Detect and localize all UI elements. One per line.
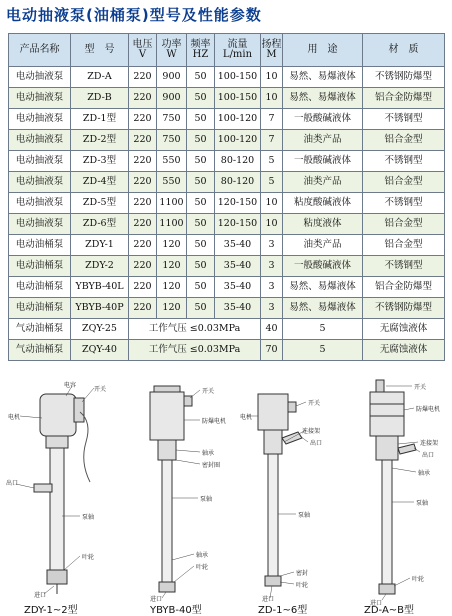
table-cell: 10: [261, 193, 283, 214]
table-cell: 120-150: [215, 214, 261, 235]
table-cell: 80-120: [215, 172, 261, 193]
table-cell: 220: [129, 109, 157, 130]
table-cell: 电动油桶泵: [9, 256, 71, 277]
table-cell: 50: [187, 130, 215, 151]
table-cell: 220: [129, 214, 157, 235]
table-cell: 电动抽液泵: [9, 130, 71, 151]
table-cell: 电动抽液泵: [9, 88, 71, 109]
diagram-area: [0, 372, 452, 616]
table-cell: 220: [129, 172, 157, 193]
table-cell: 80-120: [215, 151, 261, 172]
table-cell: 100-150: [215, 88, 261, 109]
table-cell: 50: [187, 277, 215, 298]
table-header-row: [9, 34, 445, 67]
column-header: 流量 L/min: [215, 34, 261, 67]
table-cell: ZD-A: [71, 67, 129, 88]
table-cell: 5: [283, 340, 363, 361]
table-cell: 电动油桶泵: [9, 298, 71, 319]
label-pump-shaft: 泵轴: [416, 500, 429, 507]
table-cell: ZQY-40: [71, 340, 129, 361]
table-cell: 电动油桶泵: [9, 277, 71, 298]
table-cell: 70: [261, 340, 283, 361]
table-cell: 不锈钢型: [363, 109, 445, 130]
table-cell: 220: [129, 130, 157, 151]
label-outlet: 出口: [6, 480, 19, 487]
table-cell: 电动抽液泵: [9, 214, 71, 235]
table-cell: 无腐蚀液体: [363, 340, 445, 361]
table-cell: 易然、易爆液体: [283, 67, 363, 88]
table-cell: 不锈钢防爆型: [363, 298, 445, 319]
table-cell: 易然、易爆液体: [283, 298, 363, 319]
table-cell: 900: [157, 88, 187, 109]
table-cell: 120: [157, 256, 187, 277]
table-row: [9, 67, 445, 88]
table-cell: 一般酸碱液体: [283, 256, 363, 277]
ybyb-pump-drawing: [128, 372, 232, 604]
table-cell: 电动抽液泵: [9, 193, 71, 214]
table-cell: 35-40: [215, 298, 261, 319]
table-cell: 220: [129, 151, 157, 172]
label-outlet: 出口: [422, 452, 435, 459]
table-cell: 40: [261, 319, 283, 340]
figure-caption: ZD-A~B型: [364, 605, 415, 616]
table-cell: 易然、易爆液体: [283, 277, 363, 298]
label-inlet: 进口: [150, 596, 163, 603]
table-cell: 无腐蚀液体: [363, 319, 445, 340]
table-cell: 铝合金型: [363, 172, 445, 193]
table-cell: 220: [129, 67, 157, 88]
table-cell: 100-120: [215, 109, 261, 130]
column-header: 频率 HZ: [187, 34, 215, 67]
table-cell: 铝合金防爆型: [363, 88, 445, 109]
label-impeller: 叶轮: [296, 582, 309, 589]
table-cell: 35-40: [215, 256, 261, 277]
table-cell: 35-40: [215, 235, 261, 256]
table-cell: 750: [157, 130, 187, 151]
figure-caption: ZD-1~6型: [258, 605, 308, 616]
table-cell: 3: [261, 235, 283, 256]
table-cell: 10: [261, 88, 283, 109]
table-cell: 5: [261, 151, 283, 172]
table-cell: 3: [261, 298, 283, 319]
label-impeller: 叶轮: [412, 576, 425, 583]
table-cell: 750: [157, 109, 187, 130]
label-explosion-proof-motor: 防爆电机: [202, 418, 227, 425]
table-cell: 一般酸碱液体: [283, 151, 363, 172]
table-cell: 900: [157, 67, 187, 88]
table-cell: 电动抽液泵: [9, 172, 71, 193]
table-cell: 粘度液体: [283, 214, 363, 235]
table-cell: 不锈钢型: [363, 256, 445, 277]
label-switch: 开关: [414, 384, 427, 391]
table-cell: 220: [129, 88, 157, 109]
table-row: [9, 235, 445, 256]
table-cell: YBYB-40L: [71, 277, 129, 298]
figure-caption: ZDY-1~2型: [24, 605, 78, 616]
table-cell: 电动抽液泵: [9, 67, 71, 88]
table-cell: 气动油桶泵: [9, 340, 71, 361]
table-row: [9, 256, 445, 277]
table-cell: 工作气压 ≤0.03MPa: [129, 340, 261, 361]
label-connector: 连接架: [420, 440, 439, 447]
table-cell: ZD-3型: [71, 151, 129, 172]
table-cell: 铝合金型: [363, 235, 445, 256]
table-cell: 5: [261, 172, 283, 193]
table-cell: 50: [187, 67, 215, 88]
table-cell: 100-150: [215, 67, 261, 88]
table-cell: ZD-6型: [71, 214, 129, 235]
table-cell: 不锈钢型: [363, 151, 445, 172]
label-seal: 密封: [296, 570, 309, 577]
column-header: 电压 V: [129, 34, 157, 67]
table-cell: ZD-B: [71, 88, 129, 109]
table-cell: 120-150: [215, 193, 261, 214]
label-inlet: 进口: [370, 600, 383, 607]
label-inlet: 进口: [34, 592, 47, 599]
table-cell: 易然、易爆液体: [283, 88, 363, 109]
table-row: [9, 319, 445, 340]
table-cell: 电动抽液泵: [9, 109, 71, 130]
table-cell: 5: [283, 319, 363, 340]
table-cell: 220: [129, 277, 157, 298]
table-body: [9, 67, 445, 361]
table-row: [9, 214, 445, 235]
table-cell: 220: [129, 298, 157, 319]
table-cell: 50: [187, 109, 215, 130]
table-cell: ZD-4型: [71, 172, 129, 193]
label-bearing-lower: 轴承: [196, 552, 209, 559]
label-impeller: 叶轮: [196, 564, 209, 571]
table-cell: ZDY-2: [71, 256, 129, 277]
table-cell: 铝合金型: [363, 130, 445, 151]
figure-zd16: [240, 372, 340, 616]
label-bearing: 轴承: [418, 470, 431, 477]
figure-ybyb: [128, 372, 232, 616]
figure-zdab: [346, 372, 452, 616]
label-motor: 电机: [240, 414, 253, 421]
table-cell: 粘度酸碱液体: [283, 193, 363, 214]
table-cell: 220: [129, 235, 157, 256]
column-header: 材 质: [363, 34, 445, 67]
table-row: [9, 130, 445, 151]
table-cell: ZDY-1: [71, 235, 129, 256]
label-switch: 开关: [308, 400, 321, 407]
table-cell: 铝合金防爆型: [363, 277, 445, 298]
table-cell: 550: [157, 172, 187, 193]
label-pump-shaft: 泵轴: [82, 514, 95, 521]
label-bearing: 轴承: [202, 450, 215, 457]
label-switch: 开关: [94, 386, 107, 393]
label-inlet: 进口: [262, 596, 275, 603]
label-outlet: 出口: [310, 440, 323, 447]
figure-zdy: [0, 372, 112, 616]
table-cell: 1100: [157, 214, 187, 235]
table-cell: 50: [187, 256, 215, 277]
table-cell: 3: [261, 277, 283, 298]
table-cell: 油类产品: [283, 235, 363, 256]
label-connector: 连接架: [302, 428, 321, 435]
table-cell: 50: [187, 235, 215, 256]
table-cell: 120: [157, 298, 187, 319]
table-row: [9, 340, 445, 361]
column-header: 功率 W: [157, 34, 187, 67]
column-header: 用 途: [283, 34, 363, 67]
label-impeller: 叶轮: [82, 554, 95, 561]
label-capacitor: 电容: [64, 382, 77, 389]
table-cell: 3: [261, 256, 283, 277]
figure-caption: YBYB-40型: [150, 605, 202, 616]
table-cell: 不锈钢防爆型: [363, 67, 445, 88]
table-cell: YBYB-40P: [71, 298, 129, 319]
table-cell: 油类产品: [283, 172, 363, 193]
table-cell: ZD-2型: [71, 130, 129, 151]
page-title: 电动抽液泵(油桶泵)型号及性能参数: [6, 6, 262, 24]
table-row: [9, 277, 445, 298]
table-row: [9, 88, 445, 109]
table-cell: 220: [129, 256, 157, 277]
table-cell: 铝合金型: [363, 214, 445, 235]
table-cell: 220: [129, 193, 157, 214]
table-cell: ZQY-25: [71, 319, 129, 340]
label-pump-shaft: 泵轴: [200, 496, 213, 503]
table-cell: 50: [187, 214, 215, 235]
table-cell: ZD-5型: [71, 193, 129, 214]
table-cell: 50: [187, 151, 215, 172]
label-motor: 电机: [8, 414, 21, 421]
table-cell: 10: [261, 67, 283, 88]
table-cell: 50: [187, 88, 215, 109]
spec-table: [8, 33, 445, 361]
table-row: [9, 109, 445, 130]
table-cell: 50: [187, 193, 215, 214]
table-cell: 550: [157, 151, 187, 172]
table-cell: 10: [261, 214, 283, 235]
label-explosion-proof-motor: 防爆电机: [416, 406, 441, 413]
table-cell: 100-120: [215, 130, 261, 151]
table-cell: 120: [157, 235, 187, 256]
table-row: [9, 193, 445, 214]
table-cell: 50: [187, 298, 215, 319]
table-row: [9, 298, 445, 319]
column-header: 产品名称: [9, 34, 71, 67]
table-cell: 50: [187, 172, 215, 193]
table-cell: 35-40: [215, 277, 261, 298]
label-seal-ring: 密封圈: [202, 462, 221, 469]
table-cell: 工作气压 ≤0.03MPa: [129, 319, 261, 340]
table-cell: 7: [261, 130, 283, 151]
table-cell: 油类产品: [283, 130, 363, 151]
table-row: [9, 172, 445, 193]
label-pump-shaft: 泵轴: [298, 512, 311, 519]
table-cell: 7: [261, 109, 283, 130]
table-cell: 气动油桶泵: [9, 319, 71, 340]
table-cell: ZD-1型: [71, 109, 129, 130]
table-cell: 120: [157, 277, 187, 298]
column-header: 型 号: [71, 34, 129, 67]
zd16-pump-drawing: [240, 372, 340, 604]
table-cell: 不锈钢型: [363, 193, 445, 214]
table-cell: 一般酸碱液体: [283, 109, 363, 130]
table-cell: 电动油桶泵: [9, 235, 71, 256]
column-header: 扬程 M: [261, 34, 283, 67]
table-cell: 1100: [157, 193, 187, 214]
zdy-pump-drawing: [0, 372, 112, 604]
table-cell: 电动抽液泵: [9, 151, 71, 172]
label-switch: 开关: [202, 388, 215, 395]
table-row: [9, 151, 445, 172]
